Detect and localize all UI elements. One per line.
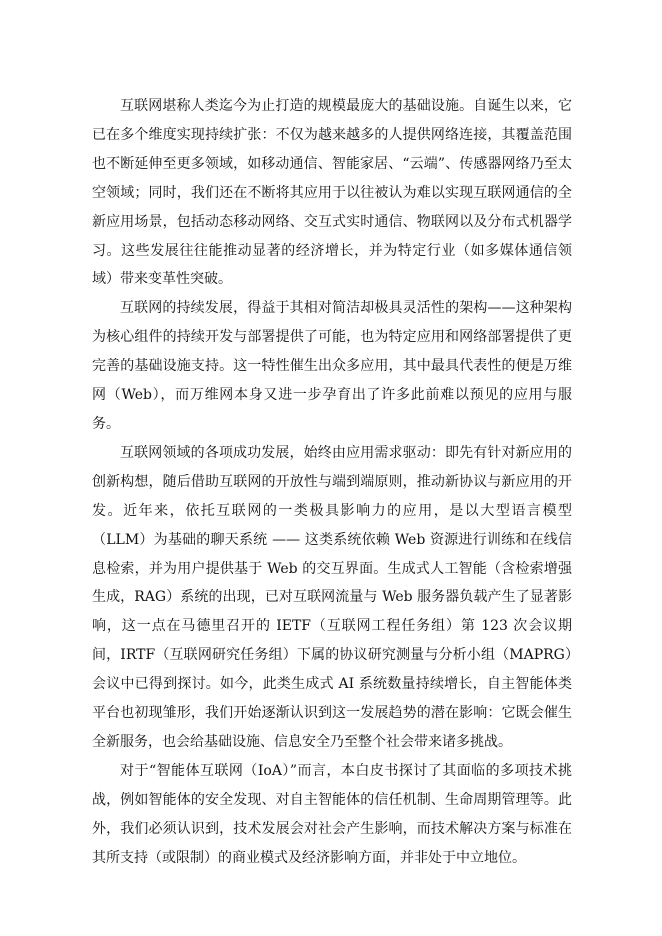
paragraph-1: 互联网堪称人类迄今为止打造的规模最庞大的基础设施。自诞生以来，它已在多个维度实现持续扩张：不仅为越来越多的人提供网络连接，其覆盖范围也不断延伸至更多领域，如移动通信、智能家居、“云端”、传感器网络乃至太空领域；同时，我们还在不断将其应用于以往被认为难以实现互联网通信的全新应用场景，包括动态移动网络、交互式实时通信、物联网以及分布式机器学习。这些发展往往能推动显著的经济增长，并为特定行业（如多媒体通信领域）带来变革性突破。	[92, 98, 572, 288]
paragraph-3: 互联网领域的各项成功发展，始终由应用需求驱动：即先有针对新应用的创新构想，随后借助互联网的开放性与端到端原则，推动新协议与新应用的开发。近年来，依托互联网的一类极具影响力的应用，是以大型语言模型（LLM）为基础的聊天系统 —— 这类系统依赖 Web 资源进行训练和在线信息检索，并为用户提供基于 Web 的交互界面。生成式人工智能（含检索增强生成，RAG）系统的出现，已对互联网流量与 Web 服务器负载产生了显著影响，这一点在马德里召开的 IETF（互联网工程任务组）第 123 次会议期间，IRTF（互联网研究任务组）下属的协议研究测量与分析小组（MAPRG）会议中已得到探讨。如今，此类生成式 AI 系统数量持续增长，自主智能体类平台也初现雏形，我们开始逐渐认识到这一发展趋势的潜在影响：它既会催生全新服务，也会给基础设施、信息安全乃至整个社会带来诸多挑战。	[92, 444, 572, 750]
paragraph-4: 对于“智能体互联网（IoA）”而言，本白皮书探讨了其面临的多项技术挑战，例如智能体的安全发现、对自主智能体的信任机制、生命周期管理等。此外，我们必须认识到，技术发展会对社会产生影响，而技术解决方案与标准在其所支持（或限制）的商业模式及经济影响方面，并非处于中立地位。	[92, 762, 572, 866]
body-text	[92, 92, 572, 872]
paragraph-2: 互联网的持续发展，得益于其相对简洁却极具灵活性的架构——这种架构为核心组件的持续开发与部署提供了可能，也为特定应用和网络部署提供了更完善的基础设施支持。这一特性催生出众多应用，其中最具代表性的便是万维网（Web），而万维网本身又进一步孕育出了许多此前难以预见的应用与服务。	[92, 300, 572, 432]
